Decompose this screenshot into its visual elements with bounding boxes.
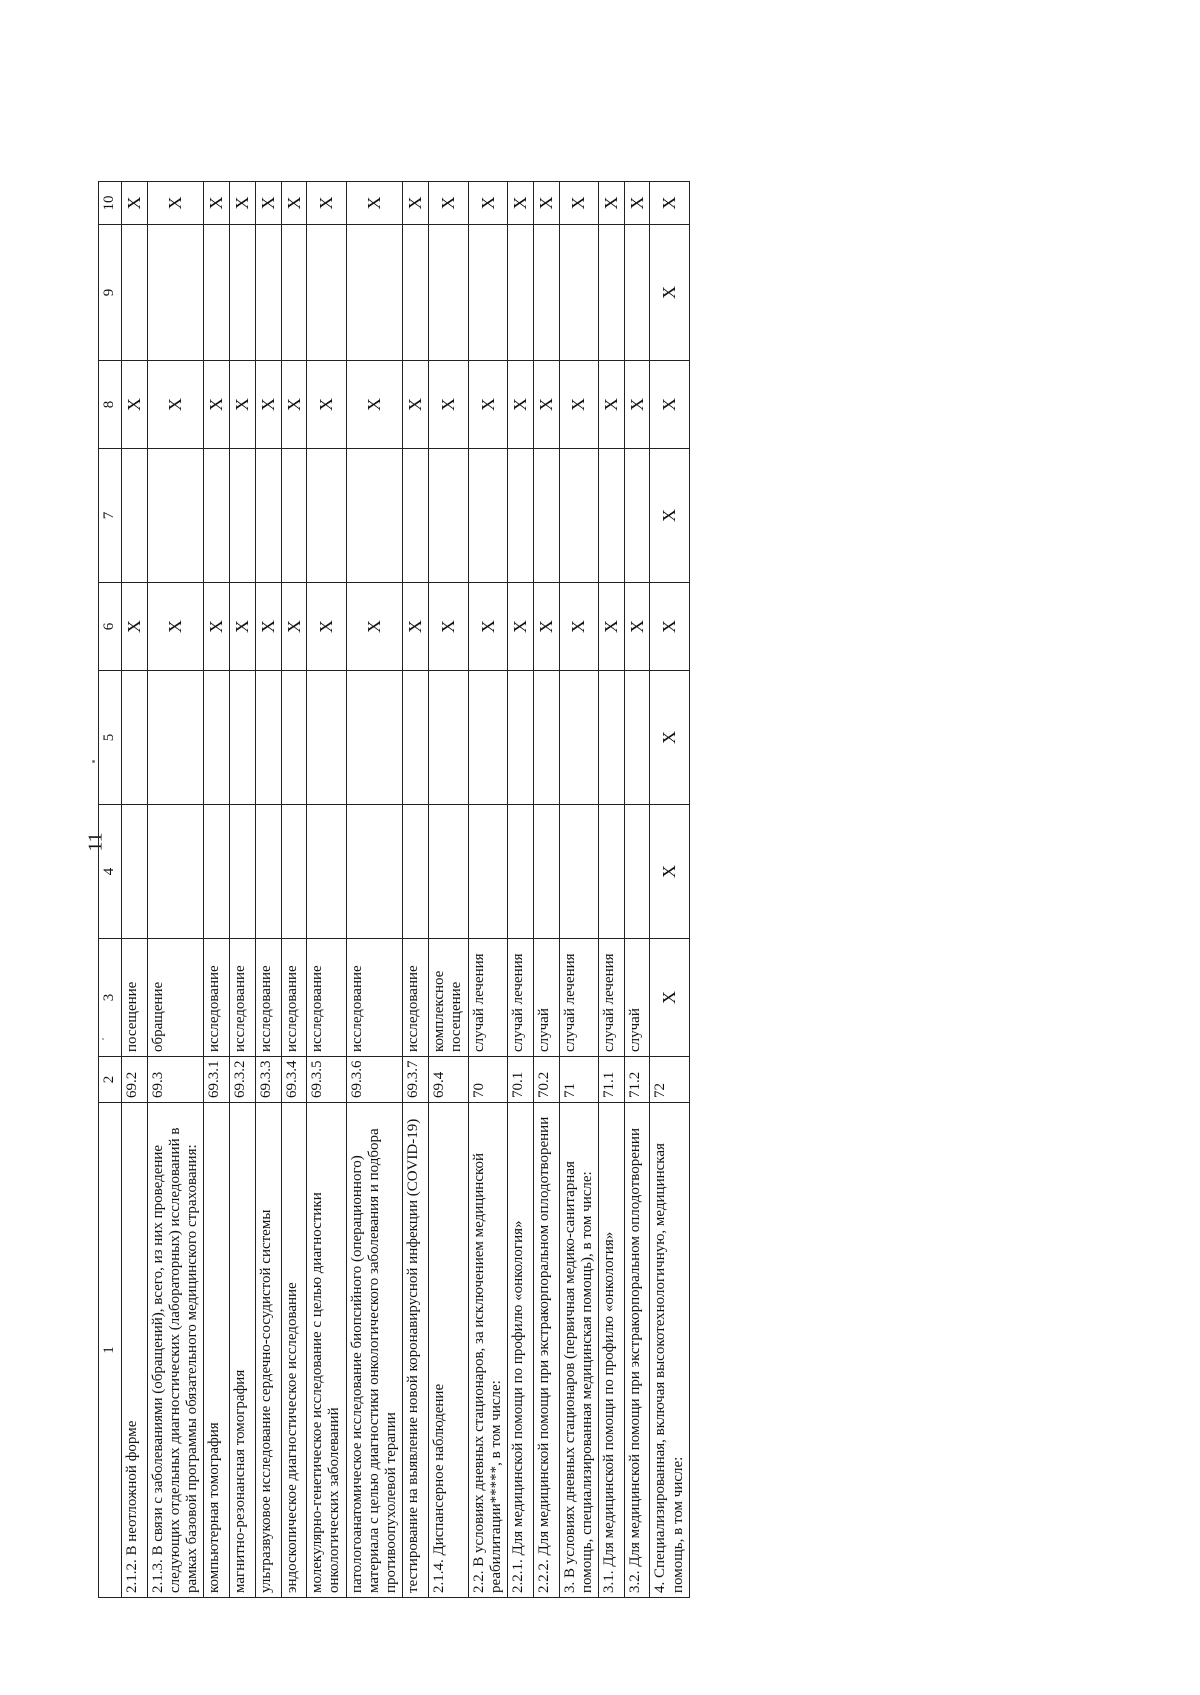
- x-mark-cell: X: [230, 583, 256, 671]
- empty-cell: [559, 671, 599, 805]
- column-header: 9: [99, 225, 122, 361]
- empty-cell: [346, 449, 403, 583]
- unit-cell: исследование: [230, 939, 256, 1057]
- unit-cell: комплексное посещение: [429, 939, 469, 1057]
- x-mark-cell: X: [650, 182, 690, 225]
- unit-cell: случай: [624, 939, 650, 1057]
- unit-cell: посещение: [122, 939, 148, 1057]
- x-mark-cell: X: [230, 361, 256, 449]
- table-row: [122, 182, 148, 1598]
- x-mark-cell: X: [346, 182, 403, 225]
- scan-speck: [92, 760, 95, 763]
- x-mark-cell: X: [468, 361, 508, 449]
- table-row: [307, 182, 347, 1598]
- empty-cell: [147, 449, 204, 583]
- column-header: 4: [99, 805, 122, 939]
- x-mark-cell: X: [624, 182, 650, 225]
- table-row: [346, 182, 403, 1598]
- x-mark-cell: X: [307, 361, 347, 449]
- unit-cell: случай лечения: [599, 939, 625, 1057]
- row-label-cell: молекулярно-генетическое исследование с целью диагностики онкологических заболеваний: [307, 1103, 347, 1598]
- table-row: [147, 182, 204, 1598]
- x-mark-cell: X: [468, 182, 508, 225]
- row-label-cell: 3.1. Для медицинской помощи по профилю «онкология»: [599, 1103, 625, 1598]
- x-mark-cell: X: [650, 449, 690, 583]
- x-mark-cell: X: [624, 583, 650, 671]
- empty-cell: [230, 449, 256, 583]
- x-mark-cell: X: [599, 361, 625, 449]
- x-mark-cell: X: [147, 182, 204, 225]
- table-row: [255, 182, 281, 1598]
- empty-cell: [147, 805, 204, 939]
- empty-cell: [346, 805, 403, 939]
- data-table: [98, 181, 690, 1598]
- row-label-cell: 3. В условиях дневных стационаров (первичная медико-санитарная помощь, специализированная медицинская помощь), в том числе:: [559, 1103, 599, 1598]
- unit-cell: X: [650, 939, 690, 1057]
- empty-cell: [559, 225, 599, 361]
- row-label-cell: 2.2.2. Для медицинской помощи при экстракорпоральном оплодотворении: [533, 1103, 559, 1598]
- table-row: [624, 182, 650, 1598]
- empty-cell: [230, 225, 256, 361]
- empty-cell: [508, 225, 534, 361]
- x-mark-cell: X: [147, 583, 204, 671]
- x-mark-cell: X: [122, 361, 148, 449]
- table-row: [533, 182, 559, 1598]
- column-header: 10: [99, 182, 122, 225]
- x-mark-cell: X: [281, 361, 307, 449]
- row-label-cell: эндоскопическое диагностическое исследование: [281, 1103, 307, 1598]
- table-row: [281, 182, 307, 1598]
- empty-cell: [230, 671, 256, 805]
- x-mark-cell: X: [147, 361, 204, 449]
- table-row: [599, 182, 625, 1598]
- column-header: 5: [99, 671, 122, 805]
- empty-cell: [533, 671, 559, 805]
- empty-cell: [624, 805, 650, 939]
- empty-cell: [599, 225, 625, 361]
- x-mark-cell: X: [281, 583, 307, 671]
- empty-cell: [429, 449, 469, 583]
- x-mark-cell: X: [559, 583, 599, 671]
- row-number-cell: 70.1: [508, 1057, 534, 1103]
- empty-cell: [255, 225, 281, 361]
- empty-cell: [533, 805, 559, 939]
- x-mark-cell: X: [122, 583, 148, 671]
- x-mark-cell: X: [650, 225, 690, 361]
- empty-cell: [403, 449, 429, 583]
- empty-cell: [307, 449, 347, 583]
- unit-cell: обращение: [147, 939, 204, 1057]
- empty-cell: [147, 225, 204, 361]
- row-number-cell: 69.3.6: [346, 1057, 403, 1103]
- x-mark-cell: X: [281, 182, 307, 225]
- column-header: 8: [99, 361, 122, 449]
- x-mark-cell: X: [650, 361, 690, 449]
- x-mark-cell: X: [508, 583, 534, 671]
- column-header: 2: [99, 1057, 122, 1103]
- row-label-cell: 2.1.2. В неотложной форме: [122, 1103, 148, 1598]
- row-number-cell: 71.1: [599, 1057, 625, 1103]
- row-number-cell: 69.3.3: [255, 1057, 281, 1103]
- table-row: [204, 182, 230, 1598]
- row-number-cell: 72: [650, 1057, 690, 1103]
- empty-cell: [147, 671, 204, 805]
- x-mark-cell: X: [468, 583, 508, 671]
- empty-cell: [122, 225, 148, 361]
- table-row: [508, 182, 534, 1598]
- empty-cell: [468, 225, 508, 361]
- empty-cell: [599, 805, 625, 939]
- empty-cell: [429, 805, 469, 939]
- x-mark-cell: X: [650, 805, 690, 939]
- x-mark-cell: X: [122, 182, 148, 225]
- empty-cell: [307, 225, 347, 361]
- row-label-cell: 2.1.4. Диспансерное наблюдение: [429, 1103, 469, 1598]
- empty-cell: [468, 449, 508, 583]
- row-label-cell: 2.2.1. Для медицинской помощи по профилю «онкология»: [508, 1103, 534, 1598]
- empty-cell: [468, 671, 508, 805]
- empty-cell: [122, 671, 148, 805]
- empty-cell: [403, 671, 429, 805]
- row-label-cell: 2.1.3. В связи с заболеваниями (обращений), всего, из них проведение следующих отдельных диагностических (лабораторных) исследований в рамках базовой программы обязательного медицинского страхования:: [147, 1103, 204, 1598]
- x-mark-cell: X: [429, 182, 469, 225]
- x-mark-cell: X: [624, 361, 650, 449]
- unit-cell: исследование: [307, 939, 347, 1057]
- empty-cell: [255, 805, 281, 939]
- empty-cell: [468, 805, 508, 939]
- table-row: [468, 182, 508, 1598]
- unit-cell: случай: [533, 939, 559, 1057]
- x-mark-cell: X: [559, 182, 599, 225]
- unit-cell: исследование: [281, 939, 307, 1057]
- empty-cell: [307, 805, 347, 939]
- empty-cell: [204, 449, 230, 583]
- x-mark-cell: X: [346, 361, 403, 449]
- row-number-cell: 69.3.4: [281, 1057, 307, 1103]
- x-mark-cell: X: [559, 361, 599, 449]
- x-mark-cell: X: [533, 182, 559, 225]
- row-number-cell: 70.2: [533, 1057, 559, 1103]
- x-mark-cell: X: [346, 583, 403, 671]
- x-mark-cell: X: [403, 583, 429, 671]
- x-mark-cell: X: [533, 361, 559, 449]
- empty-cell: [346, 225, 403, 361]
- x-mark-cell: X: [255, 182, 281, 225]
- empty-cell: [204, 225, 230, 361]
- row-number-cell: 69.3: [147, 1057, 204, 1103]
- row-label-cell: патологоанатомическое исследование биопсийного (операционного) материала с целью диагностики онкологического заболевания и подбора противоопухолевой терапии: [346, 1103, 403, 1598]
- page-number: 11: [84, 832, 107, 852]
- row-label-cell: 2.2. В условиях дневных стационаров, за исключением медицинской реабилитации*****, в том числе:: [468, 1103, 508, 1598]
- empty-cell: [533, 225, 559, 361]
- empty-cell: [281, 449, 307, 583]
- row-label-cell: магнитно-резонансная томография: [230, 1103, 256, 1598]
- unit-cell: случай лечения: [559, 939, 599, 1057]
- unit-cell: исследование: [403, 939, 429, 1057]
- row-number-cell: 69.3.7: [403, 1057, 429, 1103]
- x-mark-cell: X: [204, 182, 230, 225]
- rotated-table-container: [98, 182, 1132, 1598]
- x-mark-cell: X: [307, 182, 347, 225]
- header-row: [99, 182, 122, 1598]
- row-number-cell: 71: [559, 1057, 599, 1103]
- empty-cell: [346, 671, 403, 805]
- x-mark-cell: X: [599, 182, 625, 225]
- row-number-cell: 69.2: [122, 1057, 148, 1103]
- empty-cell: [403, 225, 429, 361]
- unit-cell: исследование: [204, 939, 230, 1057]
- row-label-cell: компьютерная томография: [204, 1103, 230, 1598]
- row-label-cell: ультразвуковое исследование сердечно-сосудистой системы: [255, 1103, 281, 1598]
- row-number-cell: 69.3.5: [307, 1057, 347, 1103]
- empty-cell: [307, 671, 347, 805]
- empty-cell: [281, 671, 307, 805]
- table-row: [559, 182, 599, 1598]
- unit-cell: исследование: [255, 939, 281, 1057]
- unit-cell: случай лечения: [468, 939, 508, 1057]
- x-mark-cell: X: [650, 671, 690, 805]
- x-mark-cell: X: [429, 583, 469, 671]
- empty-cell: [624, 449, 650, 583]
- row-label-cell: тестирование на выявление новой коронавирусной инфекции (COVID-19): [403, 1103, 429, 1598]
- empty-cell: [204, 671, 230, 805]
- x-mark-cell: X: [429, 361, 469, 449]
- table-row: [429, 182, 469, 1598]
- empty-cell: [255, 671, 281, 805]
- row-number-cell: 71.2: [624, 1057, 650, 1103]
- empty-cell: [533, 449, 559, 583]
- empty-cell: [281, 225, 307, 361]
- empty-cell: [403, 805, 429, 939]
- unit-cell: случай лечения: [508, 939, 534, 1057]
- column-header: 1: [99, 1103, 122, 1598]
- row-number-cell: 70: [468, 1057, 508, 1103]
- empty-cell: [122, 449, 148, 583]
- empty-cell: [230, 805, 256, 939]
- row-number-cell: 69.3.1: [204, 1057, 230, 1103]
- x-mark-cell: X: [533, 583, 559, 671]
- column-header: 6: [99, 583, 122, 671]
- x-mark-cell: X: [230, 182, 256, 225]
- empty-cell: [429, 225, 469, 361]
- x-mark-cell: X: [650, 583, 690, 671]
- empty-cell: [624, 671, 650, 805]
- x-mark-cell: X: [255, 583, 281, 671]
- row-number-cell: 69.3.2: [230, 1057, 256, 1103]
- x-mark-cell: X: [204, 583, 230, 671]
- empty-cell: [281, 805, 307, 939]
- empty-cell: [599, 671, 625, 805]
- x-mark-cell: X: [255, 361, 281, 449]
- empty-cell: [508, 671, 534, 805]
- row-label-cell: 3.2. Для медицинской помощи при экстракорпоральном оплодотворении: [624, 1103, 650, 1598]
- empty-cell: [204, 805, 230, 939]
- table-row: [403, 182, 429, 1598]
- x-mark-cell: X: [307, 583, 347, 671]
- empty-cell: [559, 805, 599, 939]
- empty-cell: [255, 449, 281, 583]
- empty-cell: [429, 671, 469, 805]
- x-mark-cell: X: [599, 583, 625, 671]
- empty-cell: [508, 805, 534, 939]
- empty-cell: [559, 449, 599, 583]
- x-mark-cell: X: [204, 361, 230, 449]
- empty-cell: [122, 805, 148, 939]
- x-mark-cell: X: [508, 182, 534, 225]
- table-row: [650, 182, 690, 1598]
- x-mark-cell: X: [403, 182, 429, 225]
- column-header: 3: [99, 939, 122, 1057]
- table-row: [230, 182, 256, 1598]
- x-mark-cell: X: [508, 361, 534, 449]
- unit-cell: исследование: [346, 939, 403, 1057]
- x-mark-cell: X: [403, 361, 429, 449]
- empty-cell: [508, 449, 534, 583]
- column-header: 7: [99, 449, 122, 583]
- empty-cell: [599, 449, 625, 583]
- row-number-cell: 69.4: [429, 1057, 469, 1103]
- row-label-cell: 4. Специализированная, включая высокотехнологичную, медицинская помощь, в том числе:: [650, 1103, 690, 1598]
- empty-cell: [624, 225, 650, 361]
